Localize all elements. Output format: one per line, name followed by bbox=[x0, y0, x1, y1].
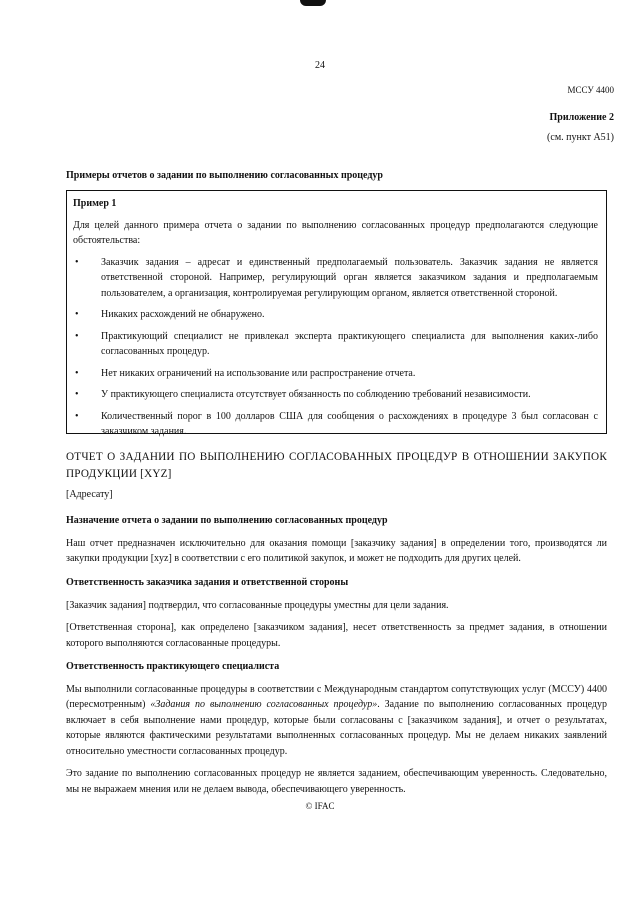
client-responsibility-paragraph-1: [Заказчик задания] подтвердил, что согласованные процедуры уместны для цели задания. bbox=[66, 599, 449, 611]
scan-edge-mark bbox=[300, 0, 326, 6]
bullet-icon: • bbox=[75, 367, 79, 379]
bullet-icon: • bbox=[75, 410, 79, 422]
example-heading: Пример 1 bbox=[73, 198, 117, 209]
standard-title: «Задания по выполнению согласованных процедур» bbox=[150, 699, 378, 710]
report-title: ОТЧЕТ О ЗАДАНИИ ПО ВЫПОЛНЕНИЮ СОГЛАСОВАННЫХ ПРОЦЕДУР В ОТНОШЕНИИ ЗАКУПОК ПРОДУКЦИИ [XYZ] bbox=[66, 451, 607, 480]
example-intro: Для целей данного примера отчета о задании по выполнению согласованных процедур предполагаются следующие обстоятельства: bbox=[73, 219, 598, 246]
list-item: • У практикующего специалиста отсутствует обязанность по соблюдению требований независимости. bbox=[73, 387, 598, 403]
bullet-icon: • bbox=[75, 389, 79, 400]
bullet-icon: • bbox=[75, 256, 79, 268]
section-title: Примеры отчетов о задании по выполнению согласованных процедур bbox=[66, 170, 383, 181]
purpose-heading: Назначение отчета о задании по выполнению согласованных процедур bbox=[66, 515, 388, 526]
example-box bbox=[66, 190, 607, 437]
list-item: • Количественный порог в 100 долларов США для сообщения о расхождениях в процедуре 3 был согласован с заказчиком задания. bbox=[75, 410, 598, 437]
document-code: МССУ 4400 bbox=[567, 85, 614, 95]
appendix-label: Приложение 2 bbox=[549, 112, 614, 123]
list-item: • Практикующий специалист не привлекал эксперта практикующего специалиста для выполнения каких-либо согласованных процедур. bbox=[75, 330, 598, 357]
bullet-icon: • bbox=[75, 309, 79, 320]
appendix-reference: (см. пункт А51) bbox=[547, 132, 614, 143]
circumstances-list bbox=[73, 255, 598, 440]
list-item: • Нет никаких ограничений на использование или распространение отчета. bbox=[73, 366, 598, 382]
list-item: • Заказчик задания – адресат и единственный предполагаемый пользователь. Заказчик задания не является ответственной стороной. Например, регулирующий орган является заказчиком задания и предполагаемым пользователем, а организация, контролируемая регулирующим органом, является ответственной стороной. bbox=[75, 256, 598, 299]
bullet-icon: • bbox=[75, 330, 79, 342]
practitioner-responsibility-section bbox=[66, 659, 607, 797]
report-addressee: [Адресату] bbox=[66, 489, 113, 500]
purpose-paragraph: Наш отчет предназначен исключительно для оказания помощи [заказчику задания] в определении того, производятся ли закупки продукции [xyz] в соответствии с его политикой закупок, и может не подходить для других целей. bbox=[66, 537, 607, 564]
copyright-footer: © IFAC bbox=[305, 801, 335, 811]
practitioner-responsibility-heading: Ответственность практикующего специалиста bbox=[66, 661, 280, 672]
client-responsibility-section bbox=[66, 575, 607, 651]
practitioner-responsibility-paragraph-1: Мы выполнили согласованные процедуры в соответствии с Международным стандартом сопутствующих услуг (МССУ) 4400 (пересмотренным) «Задания по выполнению согласованных процедур». Задание по выполнению согласованных процедур включает в себя выполнение нами процедур, которые были согласованы с [заказчиком задания], и отчет о результатах, которые являются фактическими результатами выполненных согласованных процедур. Мы не делаем никаких заявлений относительно уместности согласованных процедур. bbox=[66, 683, 608, 757]
list-item: • Никаких расхождений не обнаружено. bbox=[73, 307, 598, 323]
practitioner-responsibility-paragraph-2: Это задание по выполнению согласованных процедур не является заданием, обеспечивающим уверенность. Следовательно, мы не выражаем мнения или не делаем вывода, обеспечивающего уверенность. bbox=[66, 768, 607, 795]
purpose-section bbox=[66, 513, 607, 567]
client-responsibility-paragraph-2: [Ответственная сторона], как определено [заказчиком задания], несет ответственность за предмет задания, в отношении которого выполняются согласованные процедуры. bbox=[66, 622, 607, 649]
client-responsibility-heading: Ответственность заказчика задания и ответственной стороны bbox=[66, 577, 349, 588]
page-number: 24 bbox=[315, 60, 325, 71]
